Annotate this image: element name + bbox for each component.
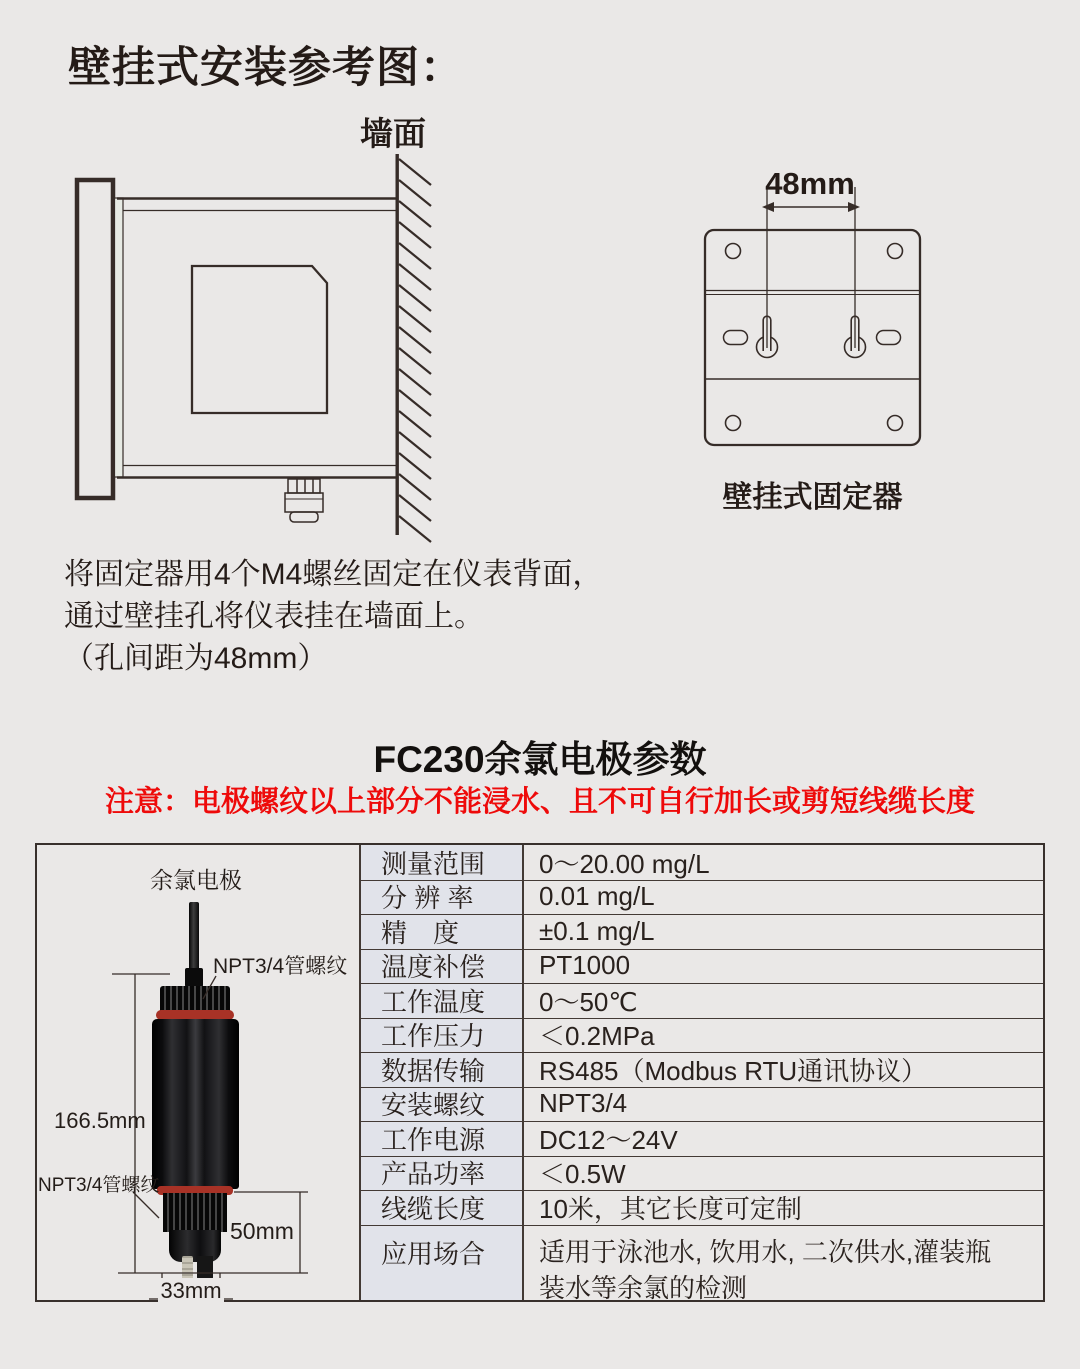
mounting-instructions [64,554,602,680]
npt-thread-label-top: NPT3/4管螺纹 [213,955,348,978]
instruction-line: 通过壁挂孔将仪表挂在墙面上。 [64,600,484,633]
table-row [359,1190,1043,1225]
side-slot [877,331,901,345]
table-row [359,914,1043,949]
param-label: 数据传输 [381,1055,486,1086]
param-value: 0～20.00 mg/L [539,848,710,879]
wall-surface-label: 墙面 [360,115,426,152]
param-label: 工作温度 [381,986,486,1017]
instruction-line: （孔间距为48mm） [64,642,328,675]
section-title: FC230余氯电极参数 [373,739,707,780]
table-row [359,1052,1043,1087]
page-title: 壁挂式安装参考图： [68,44,464,92]
hole-distance-value: 48mm [765,166,855,201]
table-row [359,1018,1043,1053]
param-value: ＜0.5W [539,1159,626,1190]
param-label: 安装螺纹 [381,1090,486,1121]
table-row [359,983,1043,1018]
npt-thread-label-bottom: NPT3/4管螺纹 [38,1175,160,1196]
screw-hole [888,244,903,259]
device-left-face [115,198,124,477]
param-label: 工作电源 [381,1124,486,1155]
table-row [359,845,1043,880]
param-label: 温度补偿 [381,952,486,983]
param-value: RS485（Modbus RTU通讯协议） [539,1055,928,1086]
table-row [359,880,1043,915]
electrode-caption: 余氯电极 [150,867,242,893]
device-bezel [77,180,113,498]
param-label: 精 度 [381,917,460,948]
warning-note: 注意：电极螺纹以上部分不能浸水、且不可自行加长或剪短线缆长度 [104,786,975,818]
param-label: 分 辨 率 [381,883,474,914]
table-row [359,1121,1043,1156]
device-side-view [77,180,397,522]
fixture-caption: 壁挂式固定器 [722,481,903,514]
display-window [192,266,327,413]
param-value: 0～50℃ [539,986,638,1017]
param-label: 测量范围 [381,848,486,879]
mount-plate-drawing [705,187,920,445]
param-value: ±0.1 mg/L [539,915,655,946]
param-label: 线缆长度 [381,1193,486,1224]
param-value: ＜0.2MPa [539,1021,655,1052]
total-length-dimension: 166.5mm [54,1108,146,1133]
table-row [359,1225,1043,1301]
screw-hole [726,244,741,259]
screw-hole [888,416,903,431]
param-label: 产品功率 [381,1159,486,1190]
param-value: 适用于泳池水, 饮用水, 二次供水,灌装瓶装水等余氯的检测 [539,1236,992,1303]
param-label: 应用场合 [381,1238,486,1269]
param-value: PT1000 [539,950,631,981]
side-slot [724,331,748,345]
screw-hole [726,416,741,431]
param-value: NPT3/4 [539,1088,628,1119]
table-row [359,1156,1043,1191]
cable-gland [285,479,323,522]
lower-length-dimension: 50mm [230,1218,294,1244]
wall-hatch [396,154,432,542]
param-value: 0.01 mg/L [539,881,655,912]
instruction-line: 将固定器用4个M4螺丝固定在仪表背面， [64,558,603,591]
param-value: DC12～24V [539,1124,678,1155]
param-label: 工作压力 [381,1021,486,1052]
table-row [359,1087,1043,1122]
hole-distance-dimension [762,187,860,348]
param-value: 10米，其它长度可定制 [539,1193,802,1224]
keyhole-slot [757,316,866,357]
spec-table [35,843,1045,1302]
tip-width-dimension: 33mm [158,1278,224,1304]
table-row [359,949,1043,984]
